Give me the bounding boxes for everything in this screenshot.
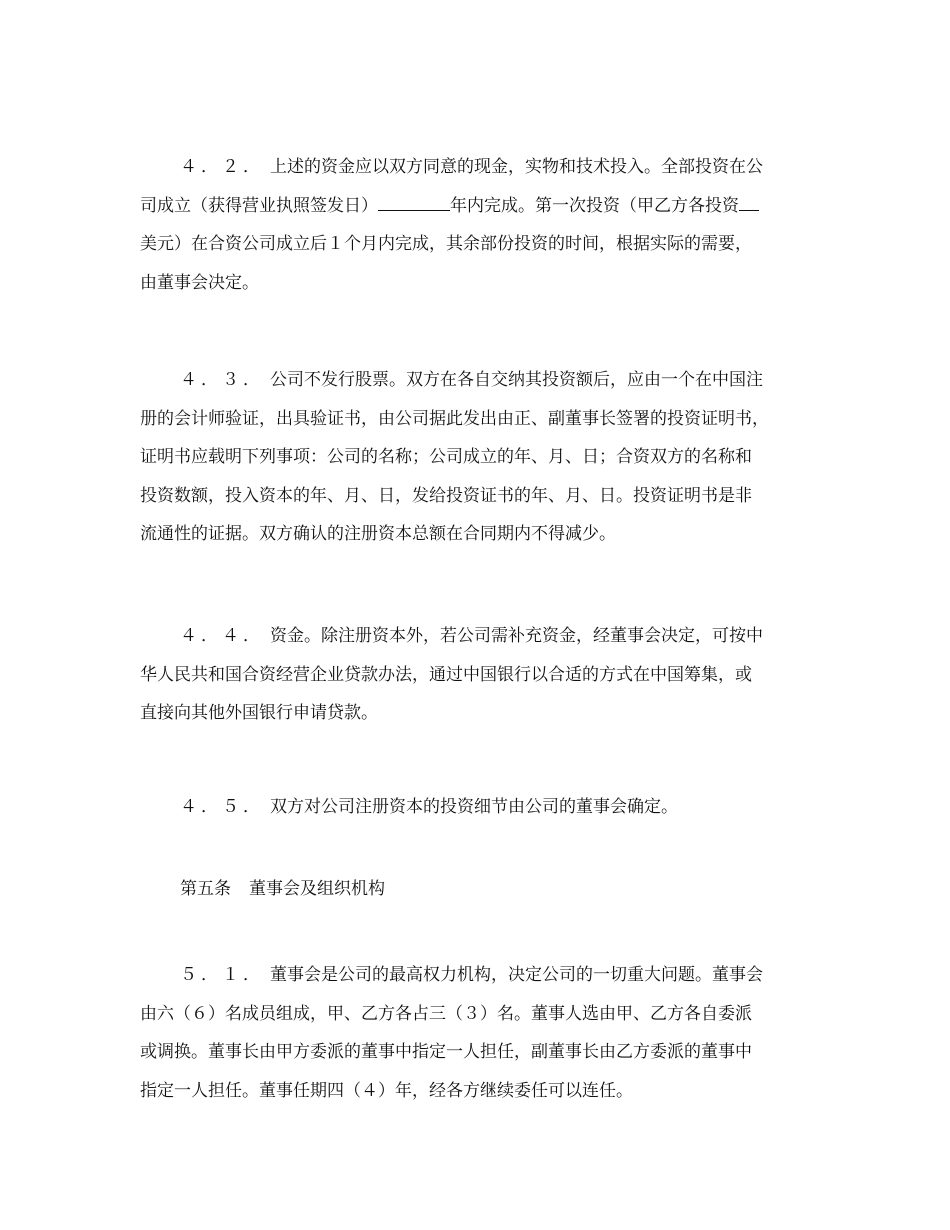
clause-number: ４．２． (180, 157, 264, 177)
clause-line: 册的会计师验证，出具验证书，由公司据此发出由正、副董事长签署的投资证明书， (140, 408, 769, 429)
clause-line: 指定一人担任。董事任期四（４）年，经各方继续委任可以连任。 (140, 1080, 633, 1101)
clause-text: 董事会是公司的最高权力机构，决定公司的一切重大问题。董事会 (270, 965, 763, 985)
clause-5-1 (140, 956, 820, 1110)
fill-in-blank[interactable] (378, 196, 450, 211)
clause-line: 华人民共和国合资经营企业贷款办法，通过中国银行以合适的方式在中国筹集，或 (140, 664, 752, 685)
clause-first-line (140, 956, 820, 995)
clause-number: ４．５． (180, 797, 264, 817)
clause-text: 上述的资金应以双方同意的现金，实物和技术投入。全部投资在公 (270, 157, 763, 177)
clause-line: 流通性的证据。双方确认的注册资本总额在合同期内不得减少。 (140, 524, 616, 544)
clause-line: 由董事会决定。 (140, 272, 259, 293)
clause-text: 资金。除注册资本外，若公司需补充资金，经董事会决定，可按中 (270, 626, 763, 646)
clause-line: 证明书应载明下列事项：公司的名称；公司成立的年、月、日；合资双方的名称和 (140, 447, 752, 467)
clause-first-line (140, 788, 820, 827)
clause-line: 美元）在合资公司成立后１个月内完成，其余部份投资的时间，根据实际的需要， (140, 234, 752, 254)
clause-line (140, 187, 820, 226)
clause-4-2 (140, 148, 820, 302)
clause-line: 投资数额，投入资本的年、月、日，发给投资证书的年、月、日。投资证明书是非 (140, 485, 752, 506)
clause-first-line (140, 617, 820, 656)
clause-number: ５．１． (180, 965, 264, 985)
clause-first-line (140, 361, 820, 400)
clause-number: ４．３． (180, 370, 264, 390)
clause-line: 直接向其他外国银行申请贷款。 (140, 703, 378, 723)
article-label: 第五条 (180, 879, 231, 899)
clause-number: ４．４． (180, 626, 264, 646)
clause-text: 公司不发行股票。双方在各自交纳其投资额后，应由一个在中国注 (270, 370, 763, 390)
clause-text: 司成立（获得营业执照签发日） (140, 195, 378, 216)
article-heading (180, 870, 385, 908)
clause-text: 双方对公司注册资本的投资细节由公司的董事会确定。 (270, 797, 678, 817)
clause-4-3 (140, 361, 820, 554)
clause-line: 由六（６）名成员组成，甲、乙方各占三（３）名。董事人选由甲、乙方各自委派 (140, 1003, 752, 1024)
fill-in-blank[interactable] (739, 196, 759, 211)
clause-4-5 (140, 788, 820, 827)
clause-first-line (140, 148, 820, 187)
clause-line: 或调换。董事长由甲方委派的董事中指定一人担任，副董事长由乙方委派的董事中 (140, 1042, 752, 1062)
clause-4-4 (140, 617, 820, 733)
clause-text: 年内完成。第一次投资（甲乙方各投资 (450, 195, 739, 216)
article-title: 董事会及组织机构 (249, 879, 385, 899)
